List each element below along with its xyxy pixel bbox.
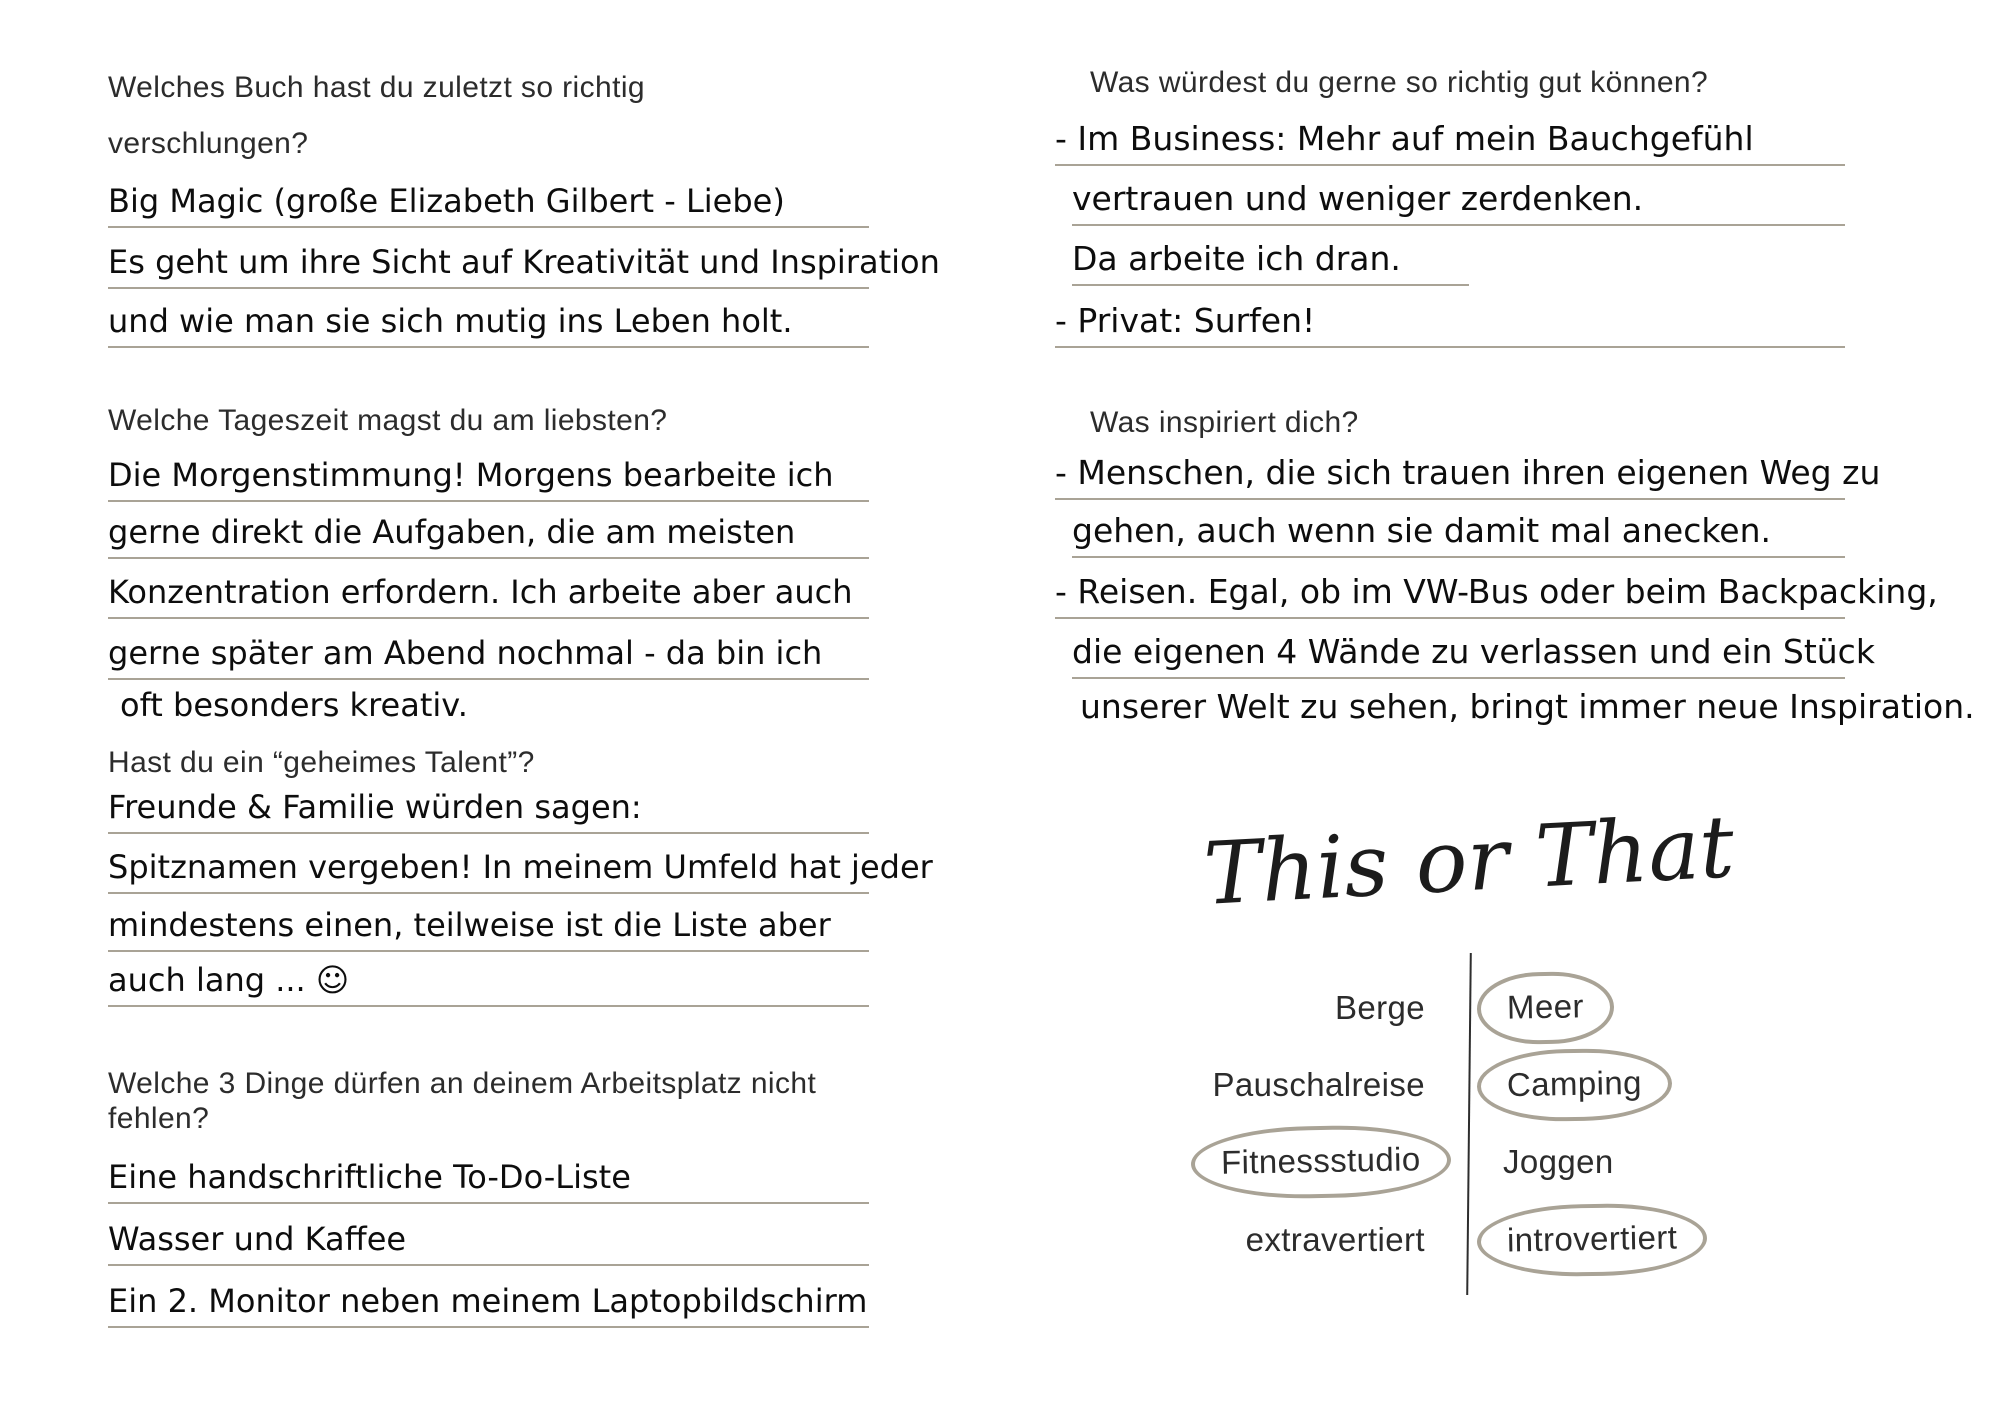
option-right: [1503, 1060, 1646, 1110]
option-label: Meer: [1476, 971, 1614, 1045]
answer-line: - Im Business: Mehr auf mein Bauchgefühl: [1055, 108, 1845, 166]
option-label: Fitnessstudio: [1191, 1124, 1452, 1201]
answer-line: Eine handschriftliche To-Do-Liste: [108, 1146, 869, 1204]
question-inspiration: Was inspiriert dich?: [1090, 406, 1359, 439]
question-workspace: Welche 3 Dinge dürfen an deinem Arbeitsplatz nicht fehlen?: [108, 1067, 817, 1135]
answer-line: Ein 2. Monitor neben meinem Laptopbildschirm: [108, 1270, 869, 1328]
option-label: Joggen: [1503, 1143, 1614, 1180]
question-book: Welches Buch hast du zuletzt so richtig verschlungen?: [108, 71, 645, 160]
answer-line: gerne später am Abend nochmal - da bin ich: [108, 622, 869, 680]
question-daytime: Welche Tageszeit magst du am liebsten?: [108, 404, 668, 437]
option-left: [1150, 1137, 1425, 1187]
answer-line: auch lang ... ☺: [108, 949, 869, 1007]
this-or-that-title: This or That: [1201, 797, 1737, 925]
option-label: Berge: [1334, 989, 1425, 1026]
question-talent: Hast du ein “geheimes Talent”?: [108, 746, 535, 779]
answer-line: unserer Welt zu sehen, bringt immer neue Inspiration.: [1080, 687, 1975, 726]
answer-line: Wasser und Kaffee: [108, 1208, 869, 1266]
option-left: [1150, 1215, 1425, 1265]
answer-line: vertrauen und weniger zerdenken.: [1072, 168, 1845, 226]
option-right: [1503, 983, 1588, 1033]
option-left: [1150, 983, 1425, 1033]
answer-line: Konzentration erfordern. Ich arbeite aber auch: [108, 561, 869, 619]
question-skill: Was würdest du gerne so richtig gut können?: [1090, 66, 1709, 99]
answer-line: oft besonders kreativ.: [120, 686, 468, 724]
answer-line: Spitznamen vergeben! In meinem Umfeld hat jeder: [108, 836, 869, 894]
option-label: extravertiert: [1245, 1221, 1425, 1258]
answer-line: - Reisen. Egal, ob im VW-Bus oder beim Backpacking,: [1055, 561, 1845, 619]
answer-line: - Menschen, die sich trauen ihren eigenen Weg zu: [1055, 442, 1845, 500]
answer-line: gerne direkt die Aufgaben, die am meisten: [108, 501, 869, 559]
option-label: Camping: [1476, 1047, 1672, 1122]
answer-line: mindestens einen, teilweise ist die Liste aber: [108, 894, 869, 952]
answer-line: und wie man sie sich mutig ins Leben holt.: [108, 290, 869, 348]
option-label: introvertiert: [1476, 1202, 1707, 1278]
answer-line: - Privat: Surfen!: [1055, 292, 1845, 348]
answer-line: gehen, auch wenn sie damit mal anecken.: [1072, 500, 1845, 558]
option-right: [1503, 1137, 1614, 1187]
answer-line: Big Magic (große Elizabeth Gilbert - Liebe): [108, 170, 869, 228]
this-or-that-divider: [1466, 953, 1472, 1295]
answer-line: Es geht um ihre Sicht auf Kreativität und Inspiration: [108, 231, 869, 289]
option-label: Pauschalreise: [1212, 1066, 1425, 1103]
option-left: [1150, 1060, 1425, 1110]
answer-line: Da arbeite ich dran.: [1072, 228, 1469, 286]
option-right: [1503, 1215, 1681, 1265]
answer-line: Freunde & Familie würden sagen:: [108, 776, 869, 834]
answer-line: Die Morgenstimmung! Morgens bearbeite ich: [108, 444, 869, 502]
answer-line: die eigenen 4 Wände zu verlassen und ein Stück: [1072, 621, 1845, 679]
